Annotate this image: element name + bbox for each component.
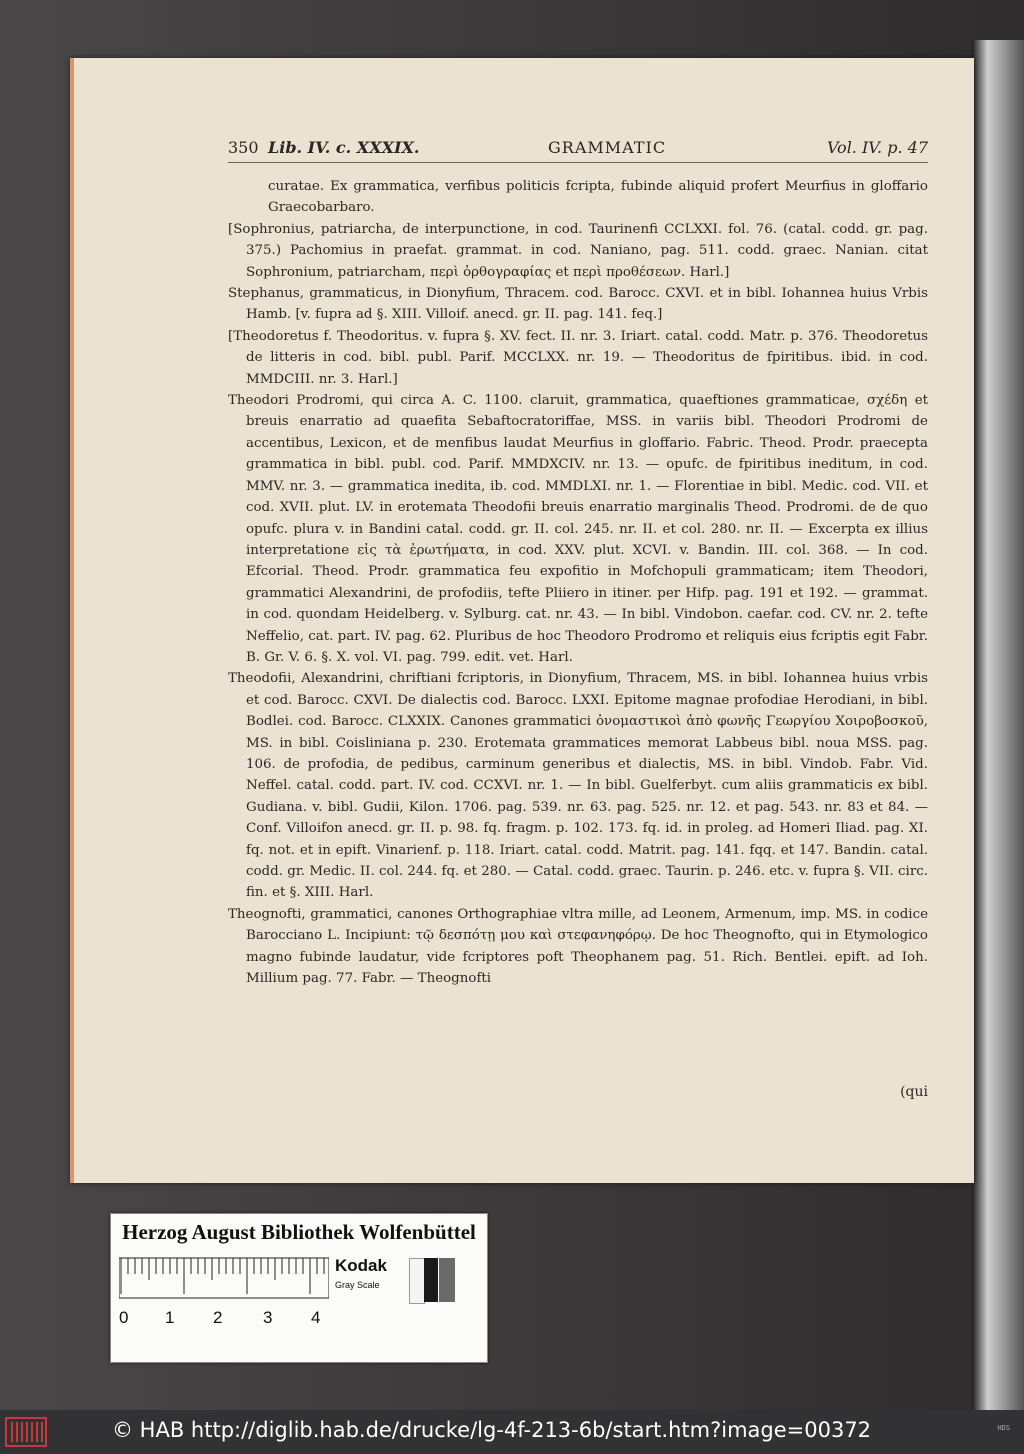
paragraph: Theodori Prodromi, qui circa A. C. 1100. claruit, grammatica, quaeftiones grammaticae, σχέδη et breuis enarratio ad quaefita Sebaftocratoriffae, MSS. in variis bibl. Theodori Prodromi de accentibus, Lexicon, et de menfibus laudat Meurfius in gloffario. Fabric. Theod. Prodr. praecepta grammatica in bibl. publ. cod. Parif. MMDXCIV. nr. 13. — opufc. de fpiritibus ineditum, in cod. MMV. nr. 3. — grammatica inedita, ib. cod. MMDLXI. nr. 1. — Florentiae in bibl. Medic. cod. VII. et cod. XVII. plut. LV. in erotemata Theodofii breuis enarratio marginalis Theod. Prodromi. de de quo opufc. plura v. in Bandini catal. codd. gr. II. col. 245. nr. II. et col. 280. nr. II. — Excerpta ex illius interpretatione εἰς τὰ ἐρωτήματα, in cod. XXV. plut. XCVI. v. Bandin. III. col. 368. — In cod. Efcorial. Theod. Prodr. grammatica feu expofitio in Mofchopuli grammaticam; item Theodori, grammatici Alexandrini, de profodiis, tefte Pliiero in itiner. per Hifp. pag. 191 et 192. — grammat. in cod. quondam Heidelberg. v. Sylburg. cat. nr. 43. — In bibl. Vindobon. caefar. cod. CV. nr. 2. tefte Neffelio, cat. part. IV. pag. 62. Pluribus de hoc Theodoro Prodromo et reliquis eius fcriptis egit Fabr. B. Gr. V. 6. §. X. vol. VI. pag. 799. edit. vet. Harl.: [228, 393, 928, 665]
scale-number: 0: [119, 1308, 129, 1327]
scale-number: 3: [263, 1308, 273, 1327]
kodak-logo: Kodak: [335, 1256, 387, 1275]
header-rule: [228, 162, 928, 163]
paragraph: curatae. Ex grammatica, verfibus politicis fcripta, fubinde aliquid profert Meurfius in gloffario Graecobarbaro.: [268, 179, 928, 216]
gray-swatch-white: [409, 1258, 425, 1304]
chapter-title: GRAMMATIC: [548, 138, 667, 157]
catchword: (qui: [900, 1084, 928, 1100]
running-header: [228, 138, 928, 164]
page-body: [228, 176, 928, 989]
scale-number: 1: [165, 1308, 175, 1327]
book-spine: [972, 40, 1024, 1410]
hab-logo-icon: [4, 1414, 48, 1450]
gray-swatch-mid: [439, 1258, 455, 1302]
ruler-icon: [119, 1254, 329, 1306]
paragraph: [Theodoretus f. Theodoritus. v. fupra §. XV. fect. II. nr. 3. Iriart. catal. codd. Matr. p. 376. Theodoretus de litteris in cod. bibl. publ. Parif. MCCLXX. nr. 19. — Theodoritus de fpiritibus. ibid. in cod. MMDCIII. nr. 3. Harl.]: [228, 328, 928, 387]
color-calibration-card: [110, 1213, 488, 1363]
gray-swatch-black: [424, 1258, 438, 1302]
institution-name: Herzog August Bibliothek Wolfenbüttel: [122, 1220, 476, 1244]
page-number: 350: [228, 138, 259, 157]
scale-number: 4: [311, 1308, 321, 1327]
paragraph: Theognofti, grammatici, canones Orthographiae vltra mille, ad Leonem, Armenum, imp. MS. in codice Barocciano L. Incipiunt: τῷ δεσπότῃ μου καὶ στεφανηφόρῳ. De hoc Theognofto, qui in Etymologico magno fubinde laudatur, vide fcriptores poft Theophanem pag. 51. Rich. Bentlei. epift. ad Ioh. Millium pag. 77. Fabr. — Theognofti: [228, 906, 928, 987]
gray-scale-label: Gray Scale: [335, 1280, 380, 1290]
volume-reference: Vol. IV. p. 47: [826, 138, 928, 157]
section-reference: Lib. IV. c. XXXIX.: [268, 138, 420, 157]
ruler-scale: [119, 1308, 329, 1334]
footer-bar: [0, 1410, 1024, 1454]
paragraph: Stephanus, grammaticus, in Dionyfium, Thracem. cod. Barocc. CXVI. et in bibl. Iohannea huius Vrbis Hamb. [v. fupra ad §. XIII. Villoif. anecd. gr. II. pag. 141. feq.]: [228, 286, 928, 323]
corner-mark: HDS: [997, 1424, 1010, 1432]
paragraph: [Sophronius, patriarcha, de interpunctione, in cod. Taurinenfi CCLXXI. fol. 76. (catal. codd. gr. pag. 375.) Pachomius in praefat. grammat. in cod. Naniano, pag. 511. codd. graec. Nanian. citat Sophronium, patriarcham, περὶ ὀρθογραφίας et περὶ προθέσεων. Harl.]: [228, 221, 928, 280]
scale-number: 2: [213, 1308, 223, 1327]
paragraph: Theodofii, Alexandrini, chriftiani fcriptoris, in Dionyfium, Thracem, MS. in bibl. Iohannea huius vrbis et cod. Barocc. CXVI. De dialectis cod. Barocc. LXXI. Epitome magnae profodiae Herodiani, in bibl. Bodlei. cod. Barocc. CLXXIX. Canones grammatici ὀνομαστικοὶ ἀπὸ φωνῆς Γεωργίου Χοιροβοσκοῦ, MS. in bibl. Coisliniana p. 230. Erotemata grammatices memorat Labbeus bibl. noua MSS. pag. 106. de profodia, de pedibus, carminum generibus et dialectis, MS. in bibl. Vindob. Fabr. Vid. Neffel. catal. codd. part. IV. cod. CCXVI. nr. 1. — In bibl. Guelferbyt. cum aliis grammaticis ex bibl. Gudiana. v. bibl. Gudii, Kilon. 1706. pag. 539. nr. 63. pag. 525. nr. 12. et pag. 543. nr. 83 et 84. — Conf. Villoifon anecd. gr. II. p. 98. fq. fragm. p. 102. 173. fq. id. in proleg. ad Homeri Iliad. pag. XI. fq. not. et in epift. Vinarienf. p. 118. Iriart. catal. codd. Matrit. pag. 141. fqq. et 147. Bandin. catal. codd. gr. Medic. II. col. 244. fq. et 280. — Catal. codd. graec. Taurin. p. 246. etc. v. fupra §. VII. circ. fin. et §. XIII. Harl.: [228, 671, 928, 901]
copyright-link[interactable]: © HAB http://diglib.hab.de/drucke/lg-4f-213-6b/start.htm?image=00372: [112, 1418, 872, 1442]
